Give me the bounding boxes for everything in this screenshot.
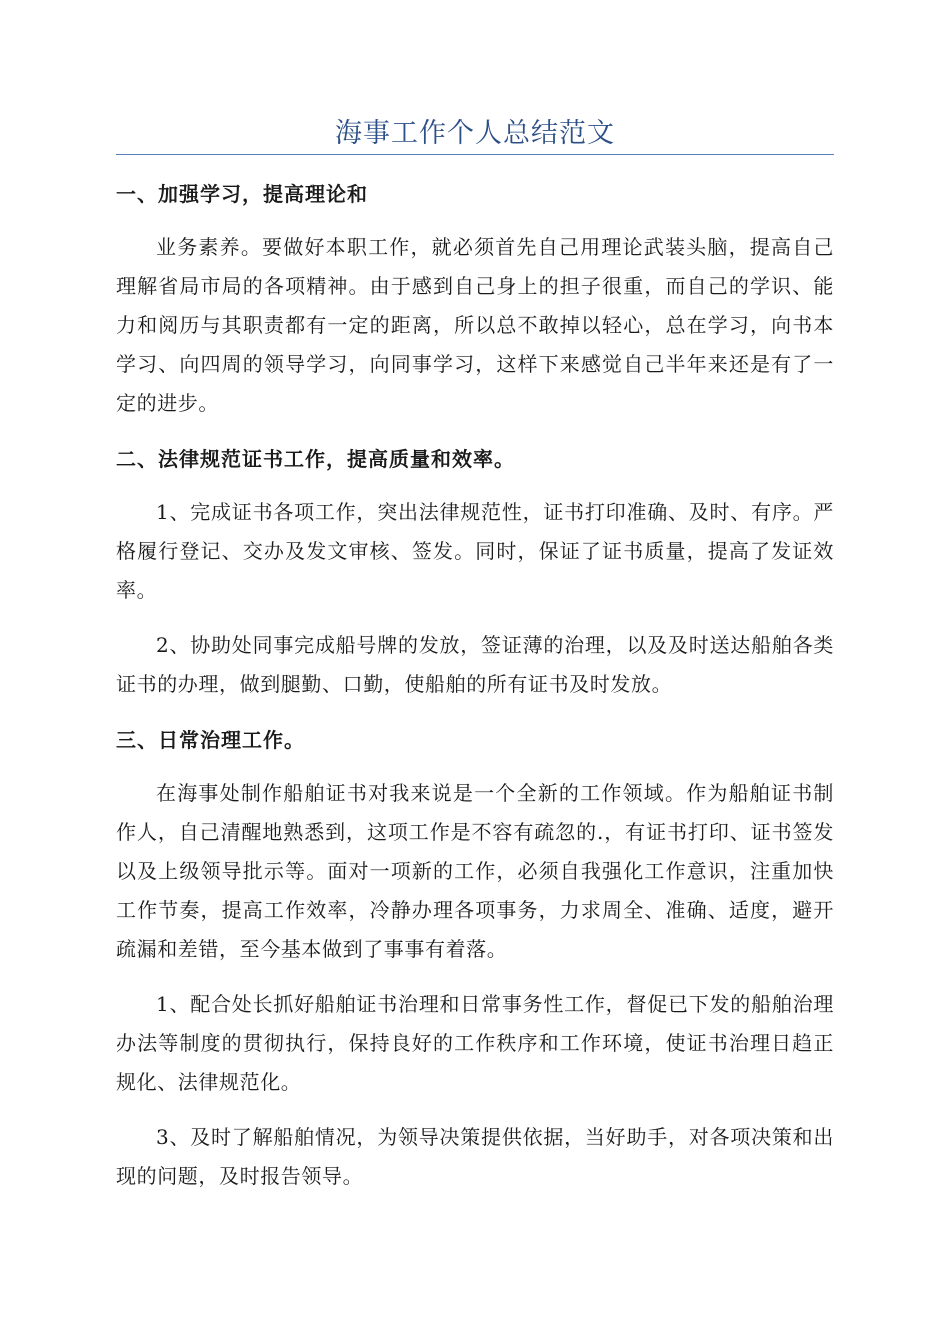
paragraph: 1、配合处长抓好船舶证书治理和日常事务性工作，督促已下发的船舶治理办法等制度的贯彻执行，保持良好的工作秩序和工作环境，使证书治理日趋正规化、法律规范化。 <box>116 992 834 1094</box>
paragraph: 2、协助处同事完成船号牌的发放，签证薄的治理，以及及时送达船舶各类证书的办理，做到腿勤、口勤，使船舶的所有证书及时发放。 <box>116 633 834 696</box>
paragraph: 业务素养。要做好本职工作，就必须首先自己用理论武装头脑，提高自己理解省局市局的各项精神。由于感到自己身上的担子很重，而自己的学识、能力和阅历与其职责都有一定的距离，所以总不敢掉以轻心，总在学习，向书本学习、向四周的领导学习，向同事学习，这样下来感觉自己半年来还是有了一定的进步。 <box>116 235 834 415</box>
section-heading: 二、法律规范证书工作，提高质量和效率。 <box>116 447 515 471</box>
document-title: 海事工作个人总结范文 <box>335 118 615 149</box>
document-body <box>116 174 834 1212</box>
section-heading: 三、日常治理工作。 <box>116 728 305 752</box>
section-heading: 一、加强学习，提高理论和 <box>116 182 368 206</box>
section-3 <box>116 720 834 1196</box>
title-underline <box>116 154 834 155</box>
paragraph: 在海事处制作船舶证书对我来说是一个全新的工作领域。作为船舶证书制作人，自己清醒地熟悉到，这项工作是不容有疏忽的.，有证书打印、证书签发以及上级领导批示等。面对一项新的工作，必须自我强化工作意识，注重加快工作节奏，提高工作效率，冷静办理各项事务，力求周全、准确、适度，避开疏漏和差错，至今基本做到了事事有着落。 <box>116 781 834 961</box>
paragraph: 3、及时了解船舶情况，为领导决策提供依据，当好助手，对各项决策和出现的问题，及时报告领导。 <box>116 1125 834 1188</box>
section-1 <box>116 174 834 423</box>
section-2 <box>116 439 834 704</box>
paragraph: 1、完成证书各项工作，突出法律规范性，证书打印准确、及时、有序。严格履行登记、交办及发文审核、签发。同时，保证了证书质量，提高了发证效率。 <box>116 500 834 602</box>
